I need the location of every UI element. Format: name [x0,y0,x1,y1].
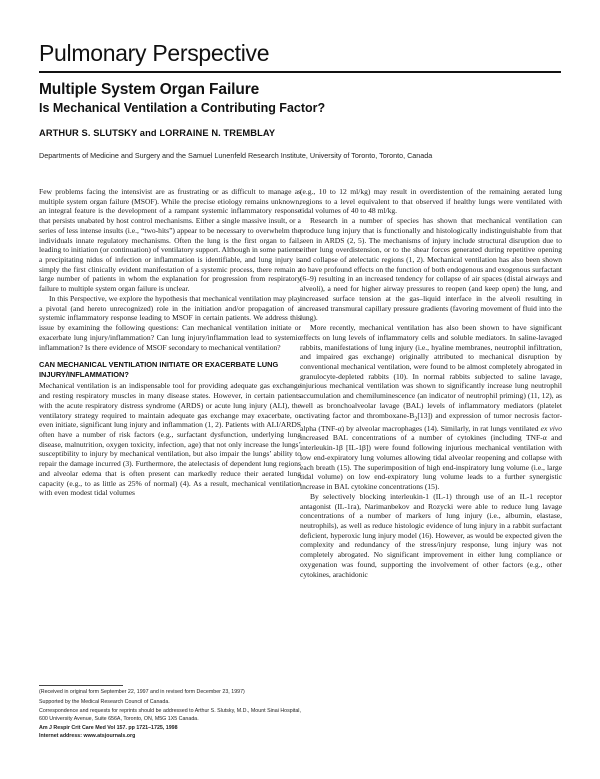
affiliation: Departments of Medicine and Surgery and the Samuel Lunenfeld Research Institute, University of Toronto, Toronto, Canada [39,151,433,160]
journal-citation: Am J Respir Crit Care Med Vol 157. pp 1721–1725, 1998 [39,725,178,732]
footnotes [39,689,301,740]
text-run: More recently, mechanical ventilation has also been shown to have significant effects on lung levels of inflammatory cells and soluble mediators. In saline-lavaged rabbits, manifestations of lung injury (i.e., hyaline membranes, neutrophil infiltration, and impaired gas exchange) originally attributed to mechanical disruption by conventional mechanical ventilation, were found to be almost completely abrogated in granulocyte-depleted rabbits (10). In normal rabbits subjected to saline lavage, injurious mechanical ventilation was shown to significantly increase lung neutrophil accumulation and chemiluminescence (an indicator of neutrophil priming) (11, 12), as well as bronchoalveolar lavage (BAL) levels of inflammatory mediators (platelet activating factor and thromboxane-B [300,323,562,420]
authors: ARTHUR S. SLUTSKY and LORRAINE N. TREMBLAY [39,128,276,138]
paragraph: Few problems facing the intensivist are as frustrating or as difficult to manage as multiple system organ failure (MSOF). While the precise etiology remains unknown, an integral feature is the development of a rampant systemic inflammatory response that persists unabated by host control mechanisms. Either a single massive insult, or a series of less intense insults (i.e., “two-hits”) appear to be necessary to overwhelm the individuals innate regulatory mechanisms. Often the lung is the first organ to fail, leading to initiation (or continuation) of ventilatory support. Although in some patients a precipitating nidus of infection or inflammation is identifiable, and lung injury is simply the first clinically evident manifestation of a systemic process, there remain a large number of patients in whom the explanation for progression from respiratory failure to multiple system organ failure is unclear. [39,187,302,294]
paragraph [300,323,562,492]
support-note: Supported by the Medical Research Council of Canada. [39,698,170,705]
section-title: Pulmonary Perspective [39,40,270,66]
paragraph: In this Perspective, we explore the hypothesis that mechanical ventilation may play a pivotal (and hereto unrecognized) role in the initiation and/or propagation of a systemic inflammatory response leading to MSOF in certain patients. We address this issue by examining the following questions: Can mechanical ventilation initiate or exacerbate lung injury/inflammation? Can lung injury/inflammation lead to systemic inflammation? Is there evidence of MSOF secondary to mechanical ventilation? [39,293,301,352]
article-title: Multiple System Organ Failure [39,81,260,98]
paragraph: Research in a number of species has shown that mechanical ventilation can produce lung injury that is functionally and histologically indistinguishable from that seen in ARDS (2, 5). The mechanisms of injury include structural disruption due to either lung overdistension, or to the shear forces generated during repetitive opening and collapse of atelectatic regions (1, 2). Mechanical ventilation has also been shown to have profound effects on the function of both endogenous and exogenous surfactant (6–9) resulting in an increased tendency for collapse of air spaces (distal airways and alveoli), a need for higher airway pressures to reopen (and keep open) the lung, and increased surface tension at the gas–liquid interface in the alveoli resulting in increased transmural capillary pressure gradients (favoring movement of fluid into the lung). [300,216,562,323]
paragraph: Mechanical ventilation is an indispensable tool for providing adequate gas exchange and resting respiratory muscles in many disease states. However, in certain patients with the acute respiratory distress syndrome (ARDS) or acute lung injury (ALI), the ventilatory strategy required to maintain adequate gas exchange may exacerbate, or even initiate, significant lung injury and inflammation (1, 2). Patients with ALI/ARDS often have a number of risk factors (e.g., surfactant dysfunction, underlying lung disease, malnutrition, oxygen toxicity, infection, age) that not only increase the lungs’ susceptibility to injury by mechanical ventilation, but also impair the lungs’ ability to repair the damage incurred (3). Furthermore, the atelectasis of dependent lung regions and alveolar edema that is often present can markedly reduce their aerated lung capacity (e.g., to as little as 25% of normal) (4). As a result, mechanical ventilation with even modest tidal volumes [39,381,301,498]
correspondence-note: Correspondence and requests for reprints should be addressed to Arthur S. Slutsky, M.D., Mount Sinai Hospital, 600 University Avenue, Suite 656A, Toronto, ON, M5G 1X5 Canada. [39,708,301,722]
subscript: 2 [414,415,418,423]
paragraph: (e.g., 10 to 12 ml/kg) may result in overdistention of the remaining aerated lung regions to a level equivalent to that observed if healthy lungs were ventilated with tidal volumes of 40 to 48 ml/kg. [300,187,562,216]
paragraph: By selectively blocking interleukin-1 (IL-1) through use of an IL-1 receptor antagonist (IL-1ra), Narimanbekov and Rozycki were able to reduce lung lavage concentrations of a number of markers of lung injury (i.e., albumin, elastase, neutrophils), as well as reduce histologic evidence of lung injury in a rabbit surfactant deficient, hyperoxic lung injury model (16). However, as would be expected given the complexity and redundancy of the stress/injury response, lung injury was not completely abrogated. No significant improvement in either lung compliance or oxygenation was found, supporting the involvement of other factors (e.g., other cytokines, arachidonic [300,491,562,579]
article-subtitle: Is Mechanical Ventilation a Contributing Factor? [39,101,326,115]
text-run: increased BAL concentrations of a number of cytokines (including TNF-α and interleukin-1β [IL-1β]) were found following injurious mechanical ventilation with low end-expiratory lung volumes allowing tidal alveolar reopening and collapse with each breath (15). The superimposition of high end-inspiratory lung volume (i.e., large tidal volume) on low end-expiratory lung volume leads to a further synergistic increase in BAL cytokine concentrations (15). [300,433,562,492]
text-run: [13]) and expression of tumor necrosis factor-alpha (TNF-α) by alveolar macrophages (14). Similarly, in rat lungs ventilated [300,410,562,433]
footnote-rule [39,685,123,686]
title-rule [39,71,561,73]
left-column [39,187,301,498]
section-heading: CAN MECHANICAL VENTILATION INITIATE OR EXACERBATE LUNG INJURY/INFLAMMATION? [39,360,279,379]
right-column [300,187,562,579]
internet-address: Internet address: www.atsjournals.org [39,732,136,739]
italic-term: ex vivo [540,423,562,433]
received-note: (Received in original form September 22, 1997 and in revised form December 23, 1997) [39,689,245,695]
